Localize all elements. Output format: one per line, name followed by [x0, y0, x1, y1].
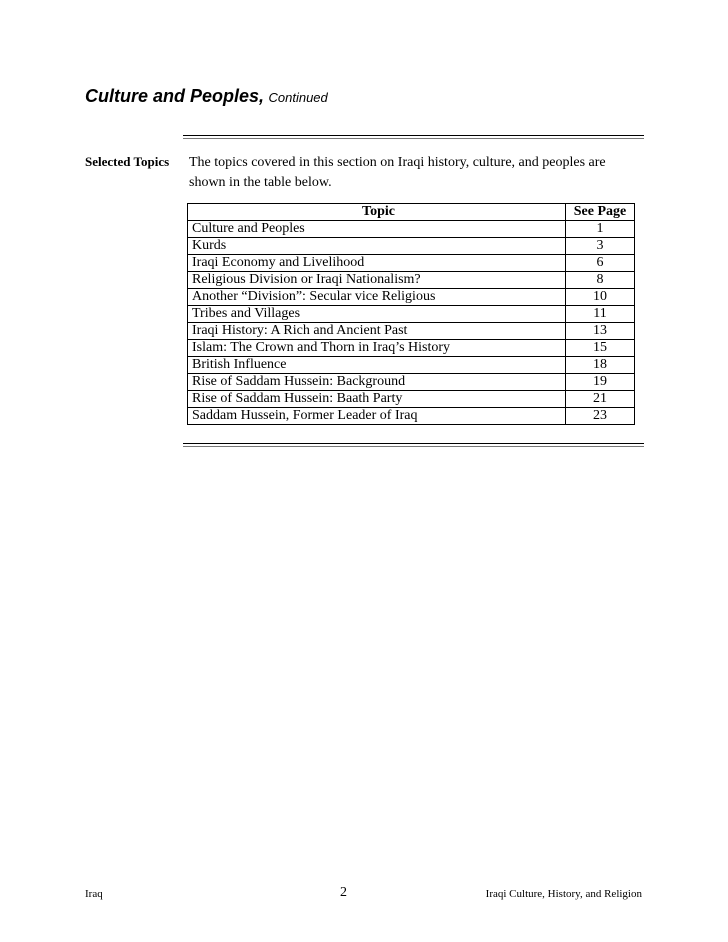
topic-cell: Iraqi Economy and Livelihood: [188, 255, 566, 272]
see-page-cell: 1: [566, 221, 635, 238]
column-header-see-page: See Page: [566, 204, 635, 221]
topic-cell: Rise of Saddam Hussein: Baath Party: [188, 391, 566, 408]
topic-cell: Saddam Hussein, Former Leader of Iraq: [188, 408, 566, 425]
see-page-cell: 19: [566, 374, 635, 391]
topic-cell: Iraqi History: A Rich and Ancient Past: [188, 323, 566, 340]
table-row: [188, 255, 635, 272]
section-intro: The topics covered in this section on Iraqi history, culture, and peoples are shown in the table below.: [189, 155, 606, 190]
top-divider: [183, 135, 644, 139]
topic-cell: Another “Division”: Secular vice Religious: [188, 289, 566, 306]
page-title-continued: Continued: [268, 90, 328, 105]
table-row: [188, 306, 635, 323]
footer-left: Iraq: [85, 888, 103, 900]
footer-right: Iraqi Culture, History, and Religion: [485, 888, 642, 900]
topic-cell: Kurds: [188, 238, 566, 255]
see-page-cell: 11: [566, 306, 635, 323]
see-page-cell: 15: [566, 340, 635, 357]
section-label: Selected Topics: [85, 154, 170, 169]
table-header-row: [188, 204, 635, 221]
topic-cell: Tribes and Villages: [188, 306, 566, 323]
see-page-cell: 10: [566, 289, 635, 306]
table-row: [188, 289, 635, 306]
table-row: [188, 391, 635, 408]
topic-cell: British Influence: [188, 357, 566, 374]
table-row: [188, 221, 635, 238]
topic-cell: Islam: The Crown and Thorn in Iraq’s History: [188, 340, 566, 357]
see-page-cell: 8: [566, 272, 635, 289]
footer-page-number: 2: [340, 885, 347, 900]
topics-table-body: [188, 221, 635, 425]
column-header-topic: Topic: [188, 204, 566, 221]
page-title-main: Culture and Peoples,: [85, 86, 265, 106]
table-row: [188, 340, 635, 357]
bottom-divider: [183, 443, 644, 447]
see-page-cell: 21: [566, 391, 635, 408]
topic-cell: Religious Division or Iraqi Nationalism?: [188, 272, 566, 289]
see-page-cell: 3: [566, 238, 635, 255]
table-row: [188, 323, 635, 340]
topic-cell: Culture and Peoples: [188, 221, 566, 238]
see-page-cell: 6: [566, 255, 635, 272]
table-row: [188, 408, 635, 425]
table-row: [188, 374, 635, 391]
see-page-cell: 23: [566, 408, 635, 425]
table-row: [188, 238, 635, 255]
see-page-cell: 13: [566, 323, 635, 340]
topic-cell: Rise of Saddam Hussein: Background: [188, 374, 566, 391]
table-row: [188, 272, 635, 289]
see-page-cell: 18: [566, 357, 635, 374]
table-row: [188, 357, 635, 374]
topics-table: [187, 203, 635, 425]
page-title: [85, 86, 328, 108]
